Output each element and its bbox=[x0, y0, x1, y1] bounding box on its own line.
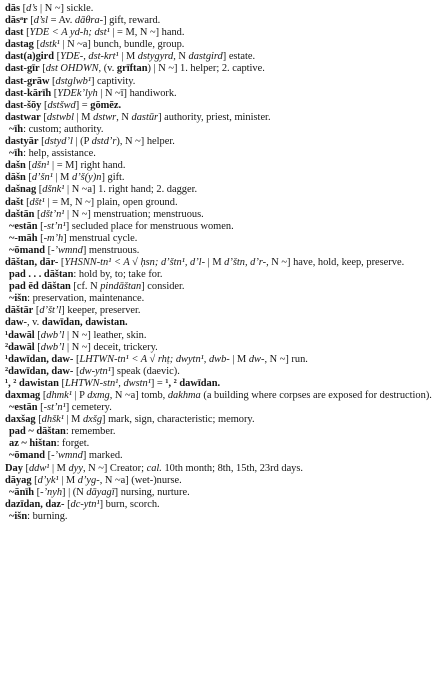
headword: ~ōmand bbox=[9, 450, 46, 462]
headword: ~ānīh bbox=[9, 486, 35, 498]
definition-text: : remember. bbox=[65, 426, 116, 438]
definition-text: , N bbox=[116, 111, 132, 123]
transliteration: -m’h bbox=[43, 232, 64, 244]
transliteration: dstk¹ bbox=[39, 39, 60, 51]
headword: dāštār bbox=[5, 305, 34, 317]
dictionary-entry bbox=[5, 112, 432, 124]
dictionary-entry bbox=[5, 76, 432, 88]
sub-entry bbox=[5, 245, 432, 257]
transliteration: dwb’l bbox=[40, 329, 65, 341]
headword: daštān bbox=[5, 208, 35, 220]
transliteration: pindāštan bbox=[100, 281, 142, 293]
definition-text: [ bbox=[34, 486, 41, 498]
transliteration: d’s bbox=[26, 3, 38, 14]
definition-text: [ bbox=[27, 15, 34, 27]
headword: dās bbox=[5, 3, 21, 14]
headword: ~-māh bbox=[9, 232, 38, 244]
sub-entry bbox=[5, 124, 432, 136]
definition-text: ] = bbox=[150, 377, 166, 389]
transliteration: dhšk¹ bbox=[41, 414, 64, 426]
transliteration: dāyagī bbox=[86, 486, 115, 498]
sub-entry bbox=[5, 293, 432, 305]
transliteration: dstd’r bbox=[91, 136, 117, 148]
definition-text: ] authority, priest, minister. bbox=[158, 111, 271, 123]
transliteration: dyy bbox=[68, 462, 83, 474]
definition-text: [ bbox=[34, 341, 41, 353]
transliteration: -’nyh bbox=[40, 486, 63, 498]
definition-text: [ bbox=[58, 256, 65, 268]
definition-text: [ bbox=[51, 87, 58, 99]
sub-entry bbox=[5, 233, 432, 245]
definition-text: [ bbox=[33, 39, 40, 51]
headword: ²dawīdan, daw- bbox=[5, 365, 74, 377]
definition-text: ] menstruous. bbox=[82, 244, 140, 256]
definition-text: | = M] right hand. bbox=[49, 160, 126, 172]
headword: dastwar bbox=[5, 111, 41, 123]
transliteration: dšt’n¹ bbox=[40, 208, 65, 220]
transliteration: dwb’l bbox=[40, 341, 65, 353]
headword: dast-šōy bbox=[5, 99, 42, 111]
definition-text: ] speak (daevic). bbox=[110, 365, 180, 377]
definition-text: [ bbox=[20, 3, 27, 14]
transliteration: LHTWN-stn¹, dwstn¹ bbox=[64, 377, 151, 389]
dictionary-entry bbox=[5, 197, 432, 209]
definition-text: , (v. bbox=[98, 63, 117, 75]
headword: az ~ hištan bbox=[9, 438, 57, 450]
definition-text: , v. bbox=[26, 317, 42, 329]
headword: ¹, ² dawīdan. bbox=[165, 377, 221, 389]
definition-text: [ bbox=[31, 474, 38, 486]
definition-text: | M bbox=[49, 462, 69, 474]
definition-text: [ bbox=[34, 208, 41, 220]
headword: gōmēz. bbox=[90, 99, 122, 111]
transliteration: dastgird bbox=[188, 51, 223, 63]
dictionary-entry bbox=[5, 136, 432, 148]
definition-text: | N ~ī] handiwork. bbox=[97, 87, 177, 99]
definition-text: | M bbox=[118, 51, 138, 63]
definition-text: : custom; authority. bbox=[23, 123, 104, 135]
headword: dašt bbox=[5, 196, 24, 208]
definition-text: [ bbox=[34, 329, 41, 341]
definition-text: ] secluded place for menstruous women. bbox=[65, 220, 234, 232]
definition-text: ] menstrual cycle. bbox=[63, 232, 138, 244]
definition-text: | M bbox=[52, 172, 72, 184]
definition-text: , N ~] run. bbox=[264, 353, 308, 365]
headword: ~estān bbox=[9, 220, 38, 232]
transliteration: YDE < A yd-h; dst¹ bbox=[29, 27, 110, 39]
dictionary-entry bbox=[5, 342, 432, 354]
definition-text: [ bbox=[45, 244, 52, 256]
headword: ¹dawāl bbox=[5, 329, 35, 341]
transliteration: dst OHDWN bbox=[45, 63, 99, 75]
definition-text: [ bbox=[38, 136, 45, 148]
transliteration: -’wmnd bbox=[51, 244, 83, 256]
transliteration: YDE-, dst-krt¹ bbox=[60, 51, 119, 63]
headword: ²dawāl bbox=[5, 341, 35, 353]
headword: dāštan, dār- bbox=[5, 256, 59, 268]
definition-text: [ bbox=[45, 450, 52, 462]
definition-text: | N ~a] bunch, bundle, group. bbox=[59, 39, 185, 51]
definition-text: [ bbox=[58, 377, 65, 389]
definition-text: [ bbox=[73, 353, 80, 365]
headword: daw- bbox=[5, 317, 27, 329]
transliteration: ddw¹ bbox=[28, 462, 50, 474]
definition-text: ] keeper, preserver. bbox=[61, 305, 141, 317]
headword: ~išn bbox=[9, 510, 28, 522]
definition-text: : hold by, to; take for. bbox=[73, 269, 163, 281]
sub-entry bbox=[5, 281, 432, 293]
definition-text: ] mark, sign, characteristic; memory. bbox=[102, 414, 255, 426]
definition-text: [ bbox=[40, 390, 47, 401]
dictionary-entry bbox=[5, 100, 432, 112]
transliteration: -st’n¹ bbox=[43, 402, 66, 414]
definition-text: ] gift, reward. bbox=[103, 15, 161, 27]
headword: ~estān bbox=[9, 402, 38, 414]
transliteration: dāθra- bbox=[74, 15, 104, 27]
definition-text: | N ~] menstruation; menstruous. bbox=[64, 208, 204, 220]
headword: ~išn bbox=[9, 293, 28, 305]
transliteration: dšnk¹ bbox=[42, 184, 65, 196]
transliteration: dšt¹ bbox=[29, 196, 45, 208]
transliteration: dakhma bbox=[167, 390, 201, 401]
headword: daxmag bbox=[5, 390, 41, 401]
sub-entry bbox=[5, 148, 432, 160]
transliteration: dxmg bbox=[87, 390, 110, 401]
dictionary-entry bbox=[5, 257, 432, 269]
definition-text: ] nursing, nurture. bbox=[114, 486, 190, 498]
headword: ~īh bbox=[9, 123, 24, 135]
definition-text: [ bbox=[41, 99, 48, 111]
dictionary-entry bbox=[5, 160, 432, 172]
definition-text: | M bbox=[74, 111, 94, 123]
definition-text: [ bbox=[33, 305, 40, 317]
headword: dašn bbox=[5, 160, 26, 172]
definition-text: 10th month; 8th, 15th, 23rd days. bbox=[161, 462, 304, 474]
transliteration: dw-ytn¹ bbox=[79, 365, 111, 377]
definition-text: , N bbox=[173, 51, 189, 63]
dictionary-entry bbox=[5, 463, 432, 475]
transliteration: dhmk¹ bbox=[46, 390, 72, 401]
dictionary-entry bbox=[5, 330, 432, 342]
dictionary-entry bbox=[5, 354, 432, 366]
headword: dazīdan, daz- bbox=[5, 498, 65, 510]
definition-text: ] cemetery. bbox=[65, 402, 112, 414]
definition-text: , N ~] have, hold, keep, preserve. bbox=[266, 256, 405, 268]
headword: ~ōmand bbox=[9, 244, 46, 256]
transliteration: d’yg- bbox=[77, 474, 100, 486]
definition-text: ] | (N bbox=[62, 486, 87, 498]
definition-text: ] burn, scorch. bbox=[99, 498, 160, 510]
headword: dāšn bbox=[5, 172, 26, 184]
definition-text: | M bbox=[229, 353, 249, 365]
definition-text: | M bbox=[205, 256, 225, 268]
headword: dawīdan, dawistan. bbox=[41, 317, 128, 329]
definition-text: [cf. N bbox=[70, 281, 101, 293]
dictionary-entry bbox=[5, 209, 432, 221]
definition-text: | M bbox=[58, 474, 78, 486]
transliteration: YHSNN-tn¹ < A √ ḥsn; d’štn¹, d’l- bbox=[64, 256, 206, 268]
sub-entry bbox=[5, 450, 432, 462]
dictionary-entry bbox=[5, 172, 432, 184]
definition-text: , N ~] Creator; bbox=[82, 462, 147, 474]
definition-text: , N ~a] tomb, bbox=[109, 390, 168, 401]
definition-text: = Av. bbox=[47, 15, 75, 27]
definition-text: [ bbox=[54, 51, 61, 63]
dictionary-entry bbox=[5, 63, 432, 75]
headword: Day bbox=[5, 462, 23, 474]
headword: pad ēd dāštan bbox=[9, 281, 71, 293]
definition-text: [ bbox=[73, 365, 80, 377]
transliteration: d’yk¹ bbox=[37, 474, 59, 486]
headword: pad . . . dāštan bbox=[9, 269, 74, 281]
transliteration: dxšg bbox=[82, 414, 103, 426]
transliteration: dstšwd bbox=[47, 99, 76, 111]
headword: dast-grāw bbox=[5, 75, 50, 87]
headword: grīftan bbox=[116, 63, 148, 75]
definition-text: | N ~a] 1. right hand; 2. dagger. bbox=[64, 184, 198, 196]
sub-entry bbox=[5, 426, 432, 438]
definition-text: | = M, N ~] plain, open ground. bbox=[44, 196, 178, 208]
definition-text: [ bbox=[37, 232, 44, 244]
transliteration: d’št’l bbox=[39, 305, 62, 317]
definition-text: [ bbox=[64, 498, 71, 510]
definition-text: [ bbox=[40, 111, 47, 123]
definition-text: | N ~] sickle. bbox=[37, 3, 94, 14]
sub-entry bbox=[5, 511, 432, 523]
sub-entry bbox=[5, 438, 432, 450]
transliteration: dstwbl bbox=[46, 111, 74, 123]
dictionary-entry bbox=[5, 39, 432, 51]
headword: dast(a)gird bbox=[5, 51, 55, 63]
headword: dastag bbox=[5, 39, 34, 51]
transliteration: YDEk’lyh bbox=[57, 87, 98, 99]
headword: dast-gīr bbox=[5, 63, 40, 75]
transliteration: d’šn¹ bbox=[31, 172, 53, 184]
dictionary-entry bbox=[5, 414, 432, 426]
definition-text: [ bbox=[35, 414, 42, 426]
definition-text: (a building where corpses are exposed for destruction). bbox=[200, 390, 432, 401]
transliteration: d’sl bbox=[33, 15, 48, 27]
definition-text: ] estate. bbox=[222, 51, 256, 63]
transliteration: dstglwb¹ bbox=[55, 75, 91, 87]
definition-text: [ bbox=[25, 160, 32, 172]
definition-text: ), N ~] helper. bbox=[116, 136, 175, 148]
sub-entry bbox=[5, 402, 432, 414]
dictionary-entry bbox=[5, 51, 432, 63]
dictionary-entry bbox=[5, 305, 432, 317]
definition-text: : preservation, maintenance. bbox=[27, 293, 145, 305]
transliteration: d’š(y)n bbox=[72, 172, 102, 184]
dictionary-entry bbox=[5, 15, 432, 27]
dictionary-entry bbox=[5, 475, 432, 487]
headword: ~īh bbox=[9, 148, 24, 160]
definition-text: [ bbox=[39, 63, 46, 75]
definition-text: ] captivity. bbox=[90, 75, 136, 87]
dictionary-entry bbox=[5, 499, 432, 511]
definition-text: : help, assistance. bbox=[23, 148, 96, 160]
definition-text: [ bbox=[25, 172, 32, 184]
definition-text: | M bbox=[63, 414, 83, 426]
definition-text: ] gift. bbox=[101, 172, 125, 184]
headword: dašnag bbox=[5, 184, 37, 196]
transliteration: dastūr bbox=[131, 111, 159, 123]
headword: dāyag bbox=[5, 474, 32, 486]
headword: ¹, ² dawistan bbox=[5, 377, 59, 389]
definition-text: [ bbox=[37, 402, 44, 414]
definition-text: | = M, N ~] hand. bbox=[109, 27, 185, 39]
definition-text: ) | N ~] 1. helper; 2. captive. bbox=[147, 63, 265, 75]
definition-text: | N ~] leather, skin. bbox=[64, 329, 147, 341]
headword: dast-kārīh bbox=[5, 87, 52, 99]
definition-text: [ bbox=[49, 75, 56, 87]
headword: ¹dawīdan, daw- bbox=[5, 353, 74, 365]
transliteration: dstwr bbox=[93, 111, 117, 123]
transliteration: dstygyrd bbox=[137, 51, 174, 63]
definition-text: | N ~] deceit, trickery. bbox=[64, 341, 158, 353]
dictionary-entry bbox=[5, 27, 432, 39]
transliteration: -’wmnd bbox=[51, 450, 83, 462]
definition-text: | P bbox=[71, 390, 88, 401]
definition-text: : burning. bbox=[27, 510, 68, 522]
definition-text: [ bbox=[22, 462, 29, 474]
dictionary-entry bbox=[5, 184, 432, 196]
transliteration: LHTWN-tn¹ < A √ rhṭ; dwytn¹, dwb- bbox=[79, 353, 230, 365]
headword: dast bbox=[5, 27, 24, 39]
transliteration: dstyd’l bbox=[44, 136, 73, 148]
sub-entry bbox=[5, 269, 432, 281]
headword: dāsᵃr bbox=[5, 15, 28, 27]
headword: pad ~ dāštan bbox=[9, 426, 66, 438]
transliteration: dw- bbox=[248, 353, 265, 365]
transliteration: d’štn, d’r- bbox=[224, 256, 267, 268]
dictionary-entry bbox=[5, 390, 432, 402]
sub-entry bbox=[5, 487, 432, 499]
definition-text: ] consider. bbox=[141, 281, 185, 293]
definition-text: [ bbox=[23, 196, 30, 208]
headword: dastyār bbox=[5, 136, 39, 148]
transliteration: dc-ytn¹ bbox=[70, 498, 100, 510]
transliteration: dšn¹ bbox=[31, 160, 50, 172]
definition-text: ] marked. bbox=[82, 450, 123, 462]
dictionary-entry bbox=[5, 3, 432, 15]
definition-text: ] = bbox=[75, 99, 91, 111]
headword: daxšag bbox=[5, 414, 36, 426]
dictionary-entry bbox=[5, 88, 432, 100]
definition-text: | (P bbox=[72, 136, 92, 148]
definition-text: [ bbox=[37, 220, 44, 232]
sub-entry bbox=[5, 221, 432, 233]
definition-text: , N ~a] (wet-)nurse. bbox=[99, 474, 182, 486]
definition-text: : forget. bbox=[56, 438, 90, 450]
dictionary-entry bbox=[5, 317, 432, 329]
transliteration: cal. bbox=[146, 462, 162, 474]
transliteration: -st’n¹ bbox=[43, 220, 66, 232]
definition-text: [ bbox=[23, 27, 30, 39]
dictionary-entry bbox=[5, 378, 432, 390]
dictionary-entry bbox=[5, 366, 432, 378]
definition-text: [ bbox=[36, 184, 43, 196]
